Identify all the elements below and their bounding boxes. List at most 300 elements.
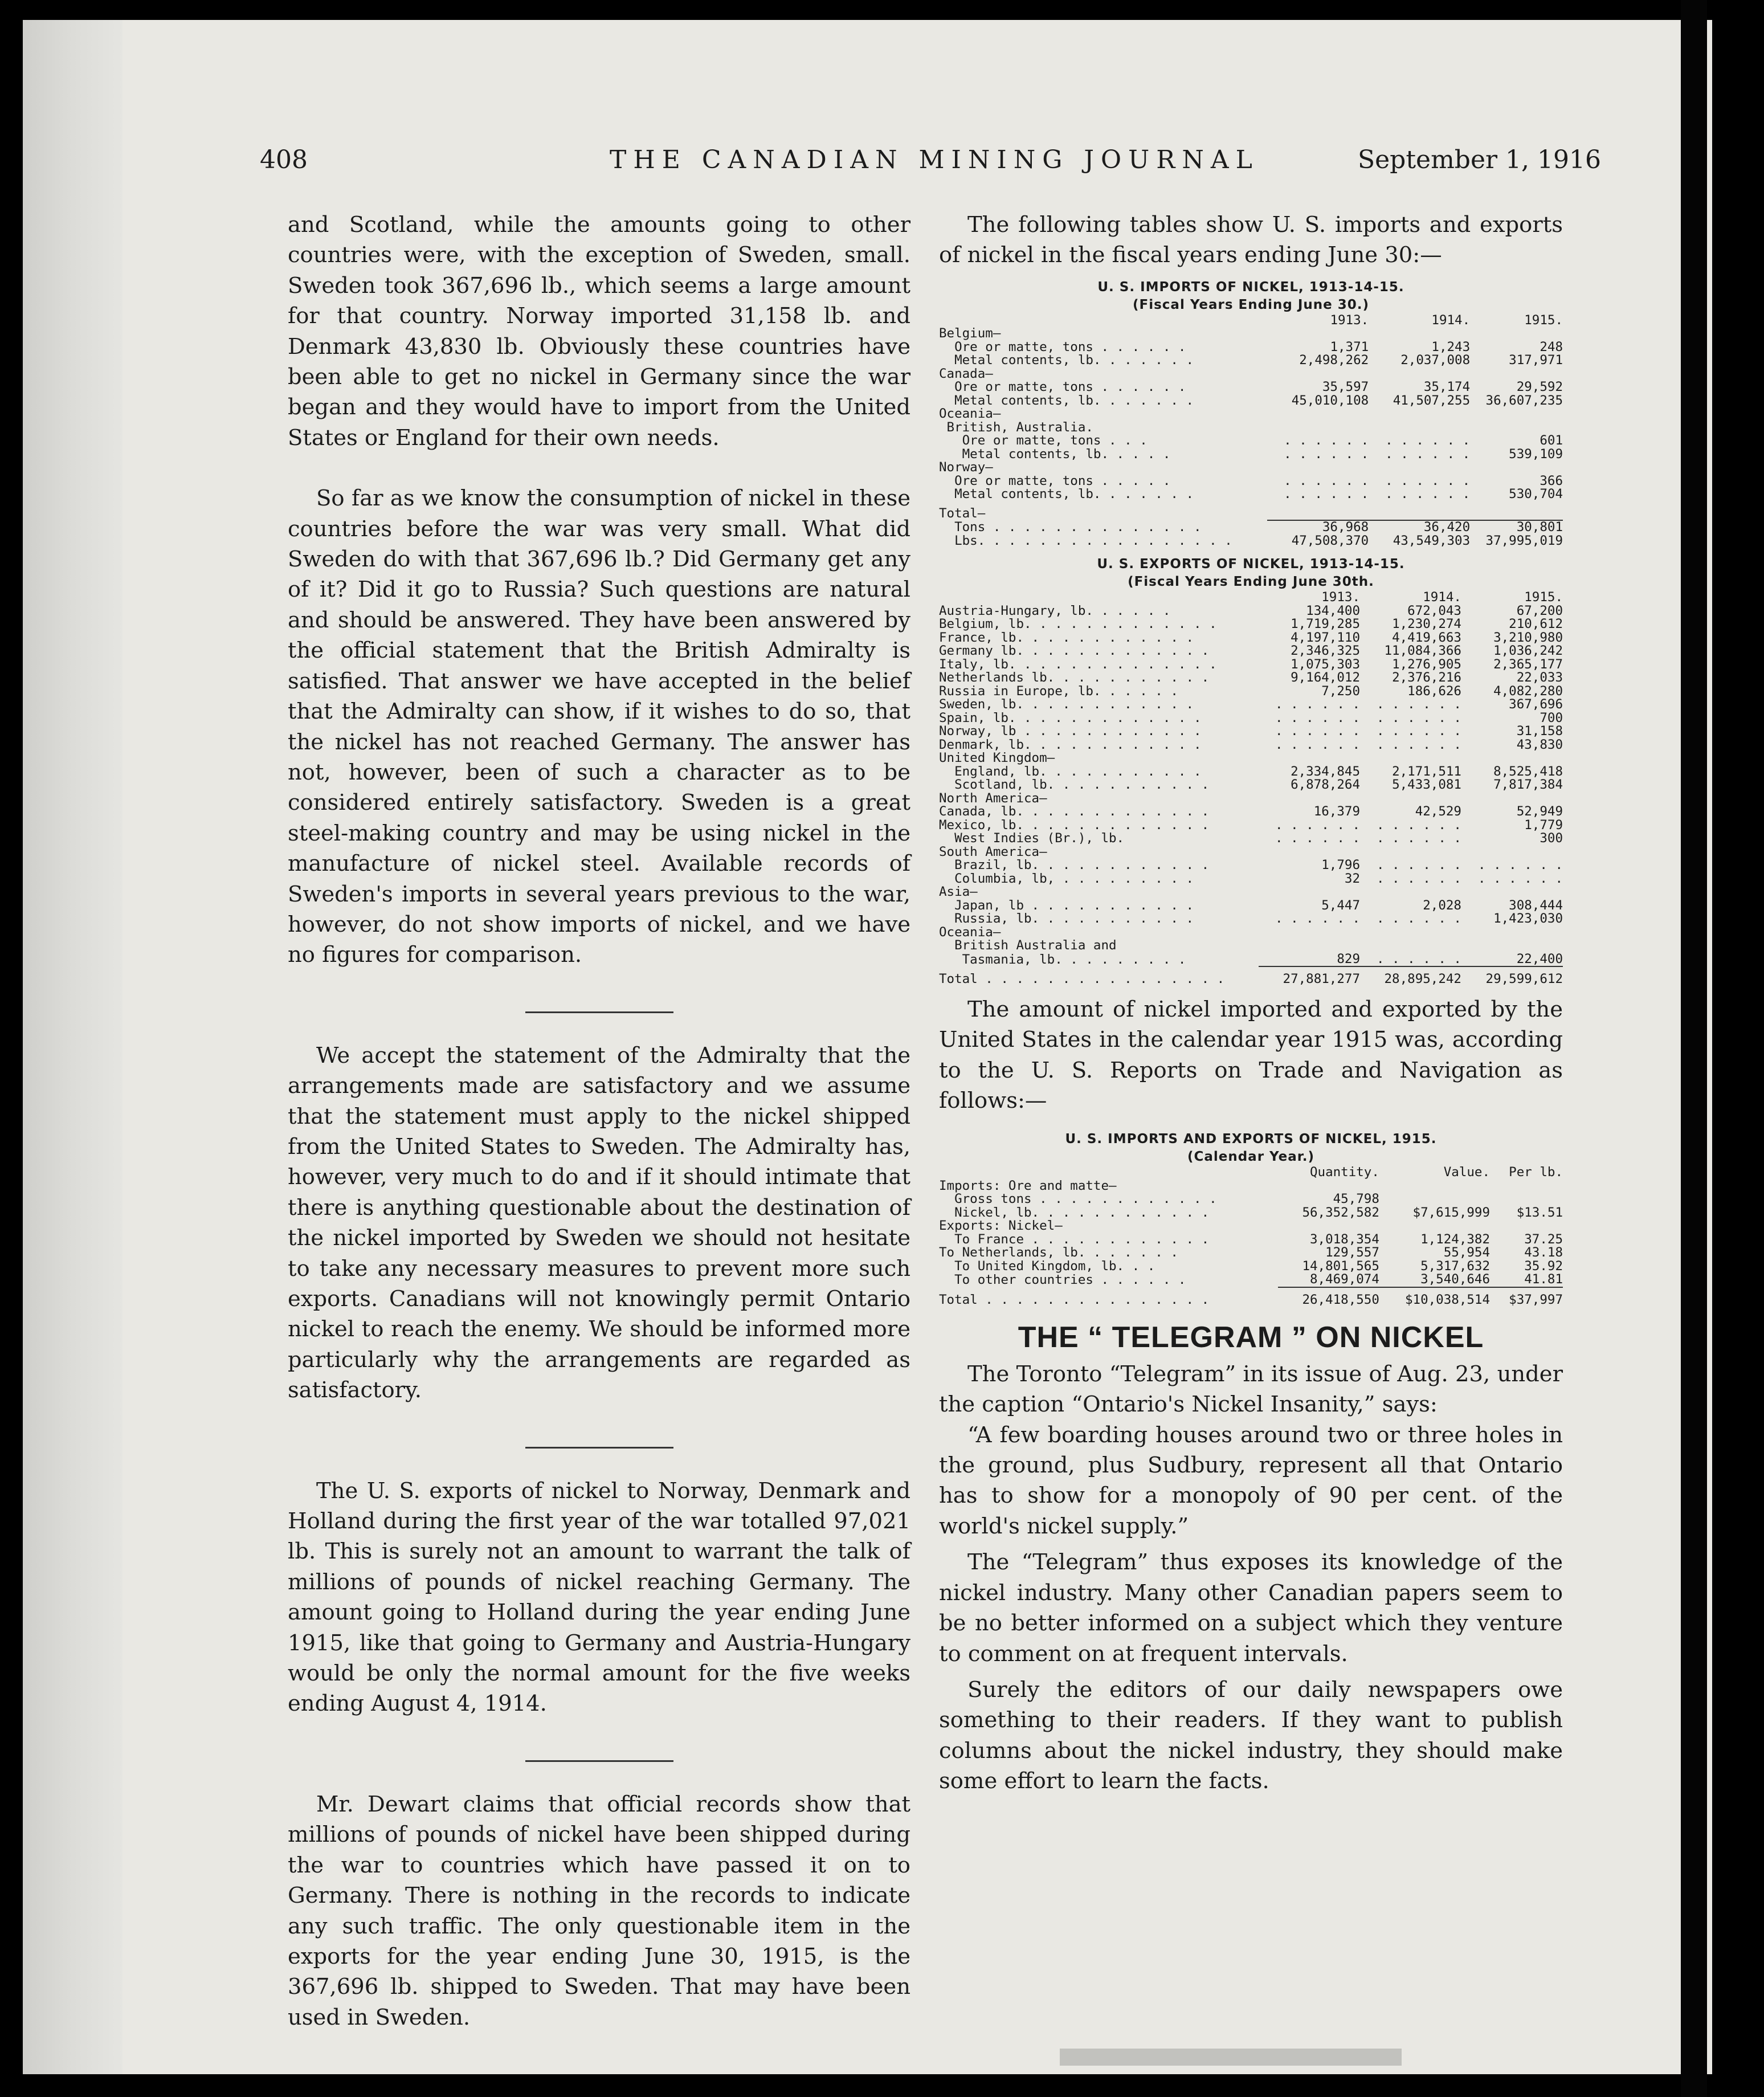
table-row — [939, 475, 1563, 488]
print-smudge — [1060, 2049, 1402, 2066]
table-cell — [1267, 368, 1369, 381]
table-cell: 35,597 — [1322, 380, 1369, 395]
table-subtitle: (Fiscal Years Ending June 30.) — [1133, 297, 1369, 312]
table-cell: . . . . . . — [1376, 871, 1461, 886]
table-cell: 4,197,110 — [1291, 630, 1360, 645]
table-cell: . . . . . . — [1275, 911, 1360, 927]
row-label: Brazil, lb. . . . . . . . . . . . — [939, 858, 1210, 873]
table-row — [939, 1273, 1563, 1287]
table-cell — [1259, 792, 1360, 806]
table-cell: 3,018,354 — [1309, 1231, 1379, 1247]
column-header: Per lb. — [1509, 1165, 1563, 1180]
row-label: Canada, lb. . . . . . . . . . . . . — [939, 804, 1210, 819]
table-cell — [1461, 886, 1563, 899]
table-cell: . . . . . . — [1477, 871, 1563, 886]
paragraph: We accept the statement of the Admiralty that the arrangements made are satisfactory and we assume that the statement must apply to the nickel shipped from the United States to Sweden. The Admiralty has, however, very much to do and if it should intimate that there is anything questionable about the destination of the nickel imported by Sweden we should not hesitate to take any necessary measures to prevent more such exports. Canadians will not knowingly permit Ontario nickel to reach the enemy. We should be informed more particularly why the arrangements are regarded as satisfactory. — [288, 1042, 910, 1404]
row-label: Belgium, lb. . . . . . . . . . . . . — [939, 617, 1217, 632]
table-cell — [1360, 926, 1461, 940]
table-cell: 42,529 — [1415, 804, 1461, 819]
table-cell: 7,817,384 — [1493, 777, 1563, 793]
row-label: Norway— — [939, 460, 993, 475]
table-row — [939, 448, 1563, 462]
table-cell — [1490, 1180, 1563, 1193]
journal-title: THE CANADIAN MINING JOURNAL — [610, 145, 1259, 174]
table-row — [939, 1206, 1563, 1220]
table-row — [939, 618, 1563, 631]
table-row — [939, 605, 1563, 618]
table-cell: 47,508,370 — [1291, 533, 1369, 548]
table-row — [939, 953, 1563, 967]
row-label — [939, 314, 1267, 328]
left-column — [288, 210, 910, 2033]
section-heading: THE “ TELEGRAM ” ON NICKEL — [1018, 1321, 1484, 1355]
table-cell — [1470, 368, 1563, 381]
row-label: To Netherlands, lb. . . . . . . — [939, 1245, 1178, 1260]
table-cell — [1369, 461, 1470, 475]
table-cell: 37.25 — [1524, 1231, 1563, 1247]
table-cell — [1470, 461, 1563, 475]
table-cell — [1470, 501, 1563, 521]
column-header: 1915. — [1524, 590, 1563, 605]
paragraph: The following tables show U. S. imports and exports of nickel in the fiscal years ending June 30:— — [939, 212, 1563, 268]
table-cell: 672,043 — [1407, 603, 1461, 618]
table-cell — [1360, 939, 1461, 953]
table-row — [939, 1287, 1563, 1307]
row-label: Columbia, lb, . . . . . . . . . — [939, 871, 1194, 886]
table-cell: 43,830 — [1516, 737, 1563, 752]
table-cell: 35.92 — [1524, 1258, 1563, 1274]
table-cell: 2,376,216 — [1392, 670, 1461, 686]
column-header-row — [939, 591, 1563, 605]
table-cell — [1259, 926, 1360, 940]
table-cell: 55,954 — [1443, 1245, 1491, 1260]
paragraph: Surely the editors of our daily newspapers owe something to their readers. If they want to publish columns about the nickel industry, they should make some effort to learn the facts. — [939, 1676, 1563, 1794]
row-label: Ore or matte, tons . . . . . — [939, 473, 1171, 488]
row-label: Total— — [939, 505, 986, 521]
table-cell: 22,033 — [1516, 670, 1563, 686]
column-header: Quantity. — [1309, 1165, 1379, 1180]
table-cell: 5,447 — [1321, 897, 1360, 913]
table-cell: 4,419,663 — [1392, 630, 1461, 645]
table-row — [939, 394, 1563, 408]
table-cell — [1369, 368, 1470, 381]
table-cell: . . . . . . — [1284, 473, 1369, 488]
row-label: Gross tons . . . . . . . . . . . . — [939, 1192, 1217, 1207]
table-title: U. S. IMPORTS OF NICKEL, 1913-14-15. — [1097, 279, 1404, 295]
table-row — [939, 846, 1563, 859]
column-header: 1914. — [1423, 590, 1461, 605]
row-label: Sweden, lb. . . . . . . . . . . . — [939, 697, 1194, 712]
table-cell: 27,881,277 — [1259, 966, 1360, 986]
table-cell — [1267, 327, 1369, 341]
column-header: 1914. — [1431, 312, 1471, 328]
table-title: U. S. IMPORTS AND EXPORTS OF NICKEL, 1915. — [1065, 1132, 1437, 1147]
table-cell: 36,420 — [1369, 520, 1470, 535]
paragraph: So far as we know the consumption of nickel in these countries before the war was very small. What did Sweden do with that 367,696 lb.? Did Germany get any of it? Did it go to Russia? Such questions are natural and should be answered. They have been answered by the official statement that the British Admiralty is satisfied. That answer we have accepted in the belief that the Admiralty can show, if it wishes to do so, that the nickel has not reached Germany. The answer has not, however, been of such a character as to be considered entirely satisfactory. Sweden is a great steel-making country and may be using nickel in the manufacture of nickel steel. Available records of Sweden's imports in several years previous to the war, however, do not show imports of nickel, and we have no figures for comparison. — [288, 486, 910, 968]
row-label: Denmark, lb. . . . . . . . . . . . — [939, 737, 1202, 752]
table-cell: 8,469,074 — [1309, 1272, 1379, 1287]
table-cell: . . . . . . — [1284, 433, 1369, 448]
table-cell: 2,037,008 — [1400, 353, 1471, 368]
table-cell — [1461, 939, 1563, 953]
row-label: Lbs. . . . . . . . . . . . . . . . . — [939, 533, 1232, 548]
table-cell: 1,075,303 — [1291, 656, 1360, 672]
table-row — [939, 912, 1563, 926]
table-cell — [1470, 421, 1563, 435]
table-cell — [1259, 886, 1360, 899]
row-label: West Indies (Br.), lb. — [939, 831, 1125, 846]
table-cell: . . . . . . — [1385, 433, 1471, 448]
table-cell: 45,010,108 — [1291, 393, 1369, 408]
table-cell: . . . . . . — [1284, 487, 1369, 502]
table-row — [939, 886, 1563, 899]
table-row — [939, 752, 1563, 765]
right-column — [939, 210, 1563, 1797]
table-cell — [1360, 846, 1461, 859]
row-label: England, lb. . . . . . . . . . . — [939, 764, 1202, 779]
table-row — [939, 765, 1563, 779]
section-divider — [525, 1760, 673, 1762]
table-cell: 26,418,550 — [1278, 1287, 1379, 1307]
row-label: Nickel, lb. . . . . . . . . . . . — [939, 1205, 1210, 1220]
row-label: Japan, lb . . . . . . . . . . . — [939, 897, 1194, 913]
row-label: Tons . . . . . . . . . . . . . . — [939, 520, 1202, 535]
table-cell: 36,968 — [1267, 520, 1369, 535]
table-cell: 4,082,280 — [1493, 683, 1563, 699]
table-cell: 2,334,845 — [1291, 764, 1360, 779]
table-cell — [1461, 846, 1563, 859]
table-cell: . . . . . . — [1275, 831, 1360, 846]
table-cell — [1259, 939, 1360, 953]
table-cell — [1369, 501, 1470, 521]
table-cell: 1,036,242 — [1493, 643, 1563, 659]
table-cell: 1,243 — [1431, 339, 1471, 354]
table-cell — [1461, 752, 1563, 765]
column-header: Value. — [1443, 1165, 1491, 1180]
table-cell: 1,124,382 — [1420, 1231, 1491, 1247]
scanner-edge-bar — [1681, 0, 1707, 2097]
table-cell: 41,507,255 — [1393, 393, 1471, 408]
table-row — [939, 501, 1563, 521]
calendar-year-table — [939, 1131, 1563, 1307]
table-cell: . . . . . . — [1376, 911, 1461, 927]
table-row — [939, 792, 1563, 806]
table-cell: 67,200 — [1516, 603, 1563, 618]
table-cell: . . . . . . — [1376, 737, 1461, 752]
table-row — [939, 1246, 1563, 1260]
row-label: British Australia and — [939, 938, 1117, 953]
table-row — [939, 926, 1563, 940]
table-cell — [1470, 327, 1563, 341]
row-label: Austria-Hungary, lb. . . . . . — [939, 603, 1171, 618]
row-label: Ore or matte, tons . . . — [939, 433, 1148, 448]
table-row — [939, 778, 1563, 792]
table-cell — [1267, 461, 1369, 475]
paragraph: The Toronto “Telegram” in its issue of Aug. 23, under the caption “Ontario's Nickel Insanity,” says: — [939, 1361, 1563, 1418]
row-label: North America— — [939, 790, 1047, 806]
table-cell: . . . . . . — [1376, 817, 1461, 833]
table-cell — [1461, 792, 1563, 806]
row-label: British, Australia. — [939, 419, 1093, 435]
table-cell: 3,540,646 — [1420, 1272, 1491, 1287]
table-cell: 56,352,582 — [1302, 1205, 1379, 1220]
column-header: 1913. — [1321, 590, 1360, 605]
table-row — [939, 488, 1563, 501]
table-cell: 1,779 — [1524, 817, 1563, 833]
row-label: Russia in Europe, lb. . . . . . — [939, 683, 1178, 699]
paragraph: The “Telegram” thus exposes its knowledge of the nickel industry. Many other Canadian papers seem to be no better informed on a subject which they venture to comment on at frequent intervals. — [939, 1549, 1563, 1667]
paragraph: The U. S. exports of nickel to Norway, Denmark and Holland during the first year of the war totalled 97,021 lb. This is surely not an amount to warrant the talk of millions of pounds of nickel reaching Germany. The amount going to Holland during the year ending June 1915, like that going to Germany and Austria-Hungary would be only the normal amount for the five weeks ending August 4, 1914. — [288, 1478, 910, 1717]
table-cell: 29,599,612 — [1461, 966, 1563, 986]
table-cell: . . . . . . — [1275, 710, 1360, 725]
column-header: 1915. — [1524, 312, 1563, 328]
table-row — [939, 966, 1563, 986]
table-row — [939, 631, 1563, 645]
table-cell: . . . . . . — [1284, 446, 1369, 462]
paragraph: and Scotland, while the amounts going to other countries were, with the exception of Sweden, small. Sweden took 367,696 lb., which seems a large amount for that country. Norway imported 31,158 lb. and Denmark 43,830 lb. Obviously these countries have been able to get no nickel in Germany since the war began and they would have to import from the United States or England for their own needs. — [288, 212, 910, 451]
row-label: France, lb. . . . . . . . . . . . — [939, 630, 1194, 645]
row-label: Imports: Ore and matte— — [939, 1178, 1117, 1193]
table-cell: 308,444 — [1509, 897, 1563, 913]
table-cell: 700 — [1540, 710, 1563, 725]
row-label: Spain, lb. . . . . . . . . . . . . — [939, 710, 1202, 725]
row-label: Canada— — [939, 366, 993, 381]
row-label: Scotland, lb. . . . . . . . . . . — [939, 777, 1210, 793]
table-cell: 601 — [1540, 433, 1563, 448]
table-cell: . . . . . . — [1385, 473, 1471, 488]
table-row — [939, 520, 1563, 535]
table-cell: $7,615,999 — [1412, 1205, 1491, 1220]
table-cell — [1259, 846, 1360, 859]
table-cell — [1369, 407, 1470, 421]
table-cell — [1379, 1219, 1490, 1233]
row-label: Oceania— — [939, 406, 1001, 422]
row-label: Oceania— — [939, 924, 1001, 940]
table-cell: 530,704 — [1509, 487, 1563, 502]
table-row — [939, 1180, 1563, 1193]
table-cell: . . . . . . — [1376, 858, 1461, 873]
column-header: 1913. — [1330, 312, 1369, 328]
table-cell: . . . . . . — [1385, 446, 1471, 462]
table-cell: 32 — [1344, 871, 1360, 886]
table-cell: . . . . . . — [1275, 737, 1360, 752]
table-cell: . . . . . . — [1376, 710, 1461, 725]
table-cell: 300 — [1540, 831, 1563, 846]
table-cell: 1,796 — [1321, 858, 1360, 873]
table-cell: 2,346,325 — [1291, 643, 1360, 659]
table-row — [939, 1233, 1563, 1247]
row-label: Ore or matte, tons . . . . . . — [939, 380, 1186, 395]
row-label: Metal contents, lb. . . . . . . — [939, 353, 1194, 368]
table-row — [939, 368, 1563, 381]
table-cell: 317,971 — [1509, 353, 1563, 368]
table-cell: . . . . . . — [1376, 951, 1461, 966]
row-label: Metal contents, lb. . . . . . . — [939, 487, 1194, 502]
row-label: Belgium— — [939, 326, 1001, 341]
table-cell: 1,719,285 — [1291, 617, 1360, 632]
table-subtitle: (Calendar Year.) — [1187, 1149, 1315, 1165]
table-cell — [1360, 752, 1461, 765]
table-row — [939, 1193, 1563, 1206]
row-label: Russia, lb. . . . . . . . . . . — [939, 911, 1194, 927]
column-header-row — [939, 1166, 1563, 1180]
table-cell: 14,801,565 — [1302, 1258, 1379, 1274]
table-cell: 186,626 — [1407, 683, 1461, 699]
table-cell: 37,995,019 — [1485, 533, 1563, 548]
row-label: Netherlands lb. . . . . . . . . . . — [939, 670, 1210, 686]
table-cell — [1369, 327, 1470, 341]
row-label: To United Kingdom, lb. . . — [939, 1258, 1155, 1274]
section-divider — [525, 1011, 673, 1013]
table-row — [939, 327, 1563, 341]
row-label: Ore or matte, tons . . . . . . — [939, 339, 1186, 354]
row-label: Germany lb. . . . . . . . . . . . . — [939, 643, 1210, 659]
table-cell — [1470, 407, 1563, 421]
table-cell: 5,433,081 — [1392, 777, 1461, 793]
row-label: Asia— — [939, 884, 978, 900]
table-cell: 7,250 — [1321, 683, 1360, 699]
table-cell: 11,084,366 — [1384, 643, 1461, 659]
table-cell: 52,949 — [1516, 804, 1563, 819]
table-row — [939, 805, 1563, 819]
table-row — [939, 1260, 1563, 1274]
table-cell — [1259, 752, 1360, 765]
table-row — [939, 685, 1563, 699]
table-cell: 35,174 — [1423, 380, 1471, 395]
table-row — [939, 434, 1563, 448]
table-cell — [1267, 501, 1369, 521]
table-cell: 2,498,262 — [1299, 353, 1369, 368]
table-row — [939, 698, 1563, 712]
table-row — [939, 939, 1563, 953]
row-label: Total . . . . . . . . . . . . . . . . — [939, 972, 1225, 987]
table-title: U. S. EXPORTS OF NICKEL, 1913-14-15. — [1097, 557, 1405, 572]
table-cell: 43,549,303 — [1393, 533, 1471, 548]
table-cell: 29,592 — [1516, 380, 1563, 395]
table-cell: $10,038,514 — [1379, 1287, 1490, 1307]
table-cell: 248 — [1540, 339, 1563, 354]
paragraph: Mr. Dewart claims that official records show that millions of pounds of nickel have been shipped during the war to countries which have passed it on to Germany. There is nothing in the records to indicate any such traffic. The only questionable item in the exports for the year ending June 30, 1915, is the 367,696 lb. shipped to Sweden. That may have been used in Sweden. — [288, 1791, 910, 2030]
row-label: Tasmania, lb. . . . . . . . . — [939, 952, 1186, 967]
table-cell: 539,109 — [1509, 446, 1563, 462]
table-row — [939, 461, 1563, 475]
quotation: “A few boarding houses around two or three holes in the ground, plus Sudbury, represent all that Ontario has to show for a monopoly of 90 per cent. of the world's nickel supply.” — [939, 1422, 1563, 1539]
column-header-row — [939, 314, 1563, 328]
table-cell: 31,158 — [1516, 724, 1563, 739]
exports-table — [939, 556, 1563, 986]
table-cell — [1461, 926, 1563, 940]
table-row — [939, 739, 1563, 752]
table-cell: 43.18 — [1524, 1245, 1563, 1260]
table-row — [939, 644, 1563, 658]
row-label — [939, 591, 1259, 605]
table-cell: 1,276,905 — [1392, 656, 1461, 672]
table-cell: 366 — [1540, 473, 1563, 488]
table-cell: $13.51 — [1516, 1205, 1563, 1220]
table-row — [939, 407, 1563, 421]
table-cell: . . . . . . — [1275, 697, 1360, 712]
table-row — [939, 899, 1563, 913]
table-cell: 45,798 — [1333, 1192, 1379, 1207]
table-cell: 2,171,511 — [1392, 764, 1461, 779]
table-cell: 210,612 — [1509, 617, 1563, 632]
table-row — [939, 859, 1563, 872]
page-gutter-shadow — [23, 20, 122, 2074]
table-row — [939, 658, 1563, 672]
table-row — [939, 1219, 1563, 1233]
table-cell — [1379, 1180, 1490, 1193]
table-cell: . . . . . . — [1477, 858, 1563, 873]
row-label: Metal contents, lb. . . . . . . — [939, 393, 1194, 408]
section-divider — [525, 1447, 673, 1449]
table-subtitle: (Fiscal Years Ending June 30th. — [1128, 574, 1374, 590]
table-row — [939, 872, 1563, 886]
table-cell: 1,371 — [1330, 339, 1369, 354]
table-cell: 2,028 — [1423, 897, 1461, 913]
table-cell — [1369, 421, 1470, 435]
page-number: 408 — [260, 145, 308, 174]
table-row — [939, 381, 1563, 394]
table-cell: 8,525,418 — [1493, 764, 1563, 779]
table-row — [939, 671, 1563, 685]
table-cell: . . . . . . — [1376, 724, 1461, 739]
table-cell: . . . . . . — [1275, 817, 1360, 833]
row-label: Exports: Nickel— — [939, 1218, 1063, 1234]
table-cell: 22,400 — [1516, 951, 1563, 966]
table-cell — [1278, 1219, 1379, 1233]
table-cell — [1379, 1193, 1490, 1206]
table-cell: 134,400 — [1306, 603, 1360, 618]
table-cell: 9,164,012 — [1291, 670, 1360, 686]
table-cell: 5,317,632 — [1420, 1258, 1491, 1274]
row-label: To France . . . . . . . . . . . . — [939, 1231, 1210, 1247]
table-cell — [1490, 1219, 1563, 1233]
table-cell: 129,557 — [1325, 1245, 1379, 1260]
issue-date: September 1, 1916 — [1358, 145, 1601, 174]
table-cell: 1,230,274 — [1392, 617, 1461, 632]
row-label: Norway, lb . . . . . . . . . . . . — [939, 724, 1202, 739]
table-row — [939, 725, 1563, 739]
table-cell: 16,379 — [1313, 804, 1360, 819]
table-cell: 41.81 — [1524, 1272, 1563, 1287]
table-cell — [1360, 886, 1461, 899]
table-cell: . . . . . . — [1376, 831, 1461, 846]
row-label: Mexico, lb. . . . . . . . . . . . . — [939, 817, 1210, 833]
table-row — [939, 421, 1563, 435]
table-cell: 367,696 — [1509, 697, 1563, 712]
row-label: Metal contents, lb. . . . . — [939, 446, 1171, 462]
table-cell: . . . . . . — [1376, 697, 1461, 712]
table-row — [939, 341, 1563, 354]
row-label: Italy, lb. . . . . . . . . . . . . . — [939, 656, 1217, 672]
table-row — [939, 832, 1563, 846]
table-cell: 36,607,235 — [1485, 393, 1563, 408]
paragraph: The amount of nickel imported and exported by the United States in the calendar year 1915 was, according to the U. S. Reports on Trade and Navigation as follows:— — [939, 996, 1563, 1114]
table-cell — [1278, 1180, 1379, 1193]
table-cell — [1267, 421, 1369, 435]
table-cell — [1360, 792, 1461, 806]
row-label: Total . . . . . . . . . . . . . . . — [939, 1292, 1210, 1307]
table-row — [939, 819, 1563, 833]
table-cell: 30,801 — [1470, 520, 1563, 535]
table-cell — [1267, 407, 1369, 421]
imports-table — [939, 279, 1563, 548]
table-cell: 829 — [1337, 951, 1360, 966]
table-cell: . . . . . . — [1385, 487, 1471, 502]
table-cell: 6,878,264 — [1291, 777, 1360, 793]
table-cell: 2,365,177 — [1493, 656, 1563, 672]
table-row — [939, 535, 1563, 548]
